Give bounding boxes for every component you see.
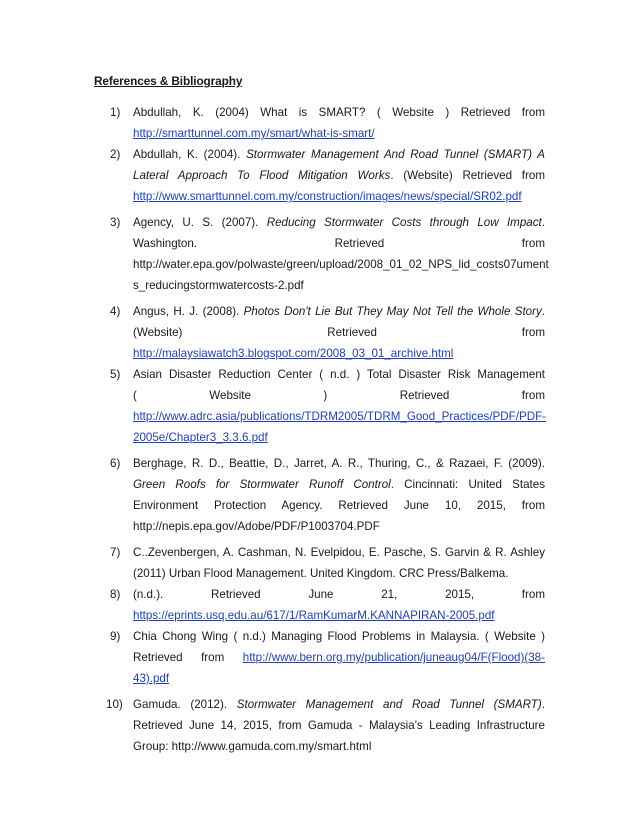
page-title: References & Bibliography xyxy=(94,74,243,88)
reference-9-line-2: Retrieved from http://www.bern.org.my/publication/juneaug04/F(Flood)(38- xyxy=(133,651,545,664)
reference-6-line-3: Environment Protection Agency. Retrieved June 10, 2015, from xyxy=(133,499,545,512)
reference-9-line-1: Chia Chong Wing ( n.d.) Managing Flood Problems in Malaysia. ( Website ) xyxy=(133,630,545,643)
reference-6-line-2: Green Roofs for Stormwater Runoff Control. Cincinnati: United States xyxy=(133,478,545,491)
reference-3-line-1: Agency, U. S. (2007). Reducing Stormwater Costs through Low Impact. xyxy=(133,216,545,229)
reference-5-link[interactable]: http://www.adrc.asia/publications/TDRM2005/TDRM_Good_Practices/PDF/PDF- xyxy=(133,410,547,423)
reference-2-link[interactable]: http://www.smarttunnel.com.my/construction/images/news/special/SR02.pdf xyxy=(133,190,522,203)
reference-10-line-1: Gamuda. (2012). Stormwater Management and Road Tunnel (SMART). xyxy=(133,698,545,711)
reference-7-line-1: C..Zevenbergen, A. Cashman, N. Evelpidou, E. Pasche, S. Garvin & R. Ashley xyxy=(133,546,545,559)
reference-5-line-2: ( Website ) Retrieved from xyxy=(133,389,545,402)
reference-1-line-1: Abdullah, K. (2004) What is SMART? ( Website ) Retrieved from xyxy=(133,106,545,119)
reference-8-link[interactable]: https://eprints.usq.edu.au/617/1/RamKumarM.KANNAPIRAN-2005.pdf xyxy=(133,609,495,622)
reference-number: 7) xyxy=(110,546,121,559)
reference-4-line-1: Angus, H. J. (2008). Photos Don't Lie But They May Not Tell the Whole Story. xyxy=(133,305,545,318)
reference-number: 6) xyxy=(110,457,121,470)
reference-2-line-2: Lateral Approach To Flood Mitigation Works. (Website) Retrieved from xyxy=(133,169,545,182)
reference-10-line-2: Retrieved June 14, 2015, from Gamuda - Malaysia's Leading Infrastructure xyxy=(133,719,545,732)
reference-5-line-1: Asian Disaster Reduction Center ( n.d. ) Total Disaster Risk Management xyxy=(133,368,545,381)
reference-4-link[interactable]: http://malaysiawatch3.blogspot.com/2008_03_01_archive.html xyxy=(133,347,454,360)
reference-9-link-cont[interactable]: 43).pdf xyxy=(133,672,170,685)
reference-7-line-2: (2011) Urban Flood Management. United Kingdom. CRC Press/Balkema. xyxy=(133,567,509,580)
reference-10-line-3: Group: http://www.gamuda.com.my/smart.html xyxy=(133,740,372,753)
reference-9-link[interactable]: http://www.bern.org.my/publication/juneaug04/F(Flood)(38- xyxy=(242,651,545,664)
reference-number: 8) xyxy=(110,588,121,601)
reference-number: 3) xyxy=(110,216,121,229)
reference-number: 9) xyxy=(110,630,121,643)
reference-number: 1) xyxy=(110,106,121,119)
reference-1-link[interactable]: http://smarttunnel.com.my/smart/what-is-smart/ xyxy=(133,127,375,140)
reference-6-url: http://nepis.epa.gov/Adobe/PDF/P1003704.PDF xyxy=(133,520,380,533)
reference-3-line-2: Washington. Retrieved from xyxy=(133,237,545,250)
reference-number: 5) xyxy=(110,368,121,381)
reference-number: 4) xyxy=(110,305,121,318)
reference-8-line-1: (n.d.). Retrieved June 21, 2015, from xyxy=(133,588,545,601)
reference-3-url: http://water.epa.gov/polwaste/green/upload/2008_01_02_NPS_lid_costs07ument xyxy=(133,258,549,271)
reference-number: 10) xyxy=(106,698,123,711)
reference-number: 2) xyxy=(110,148,121,161)
reference-5-link-cont[interactable]: 2005e/Chapter3_3.3.6.pdf xyxy=(133,431,268,444)
reference-3-url-cont: s_reducingstormwatercosts-2.pdf xyxy=(133,279,304,292)
reference-6-line-1: Berghage, R. D., Beattie, D., Jarret, A. R., Thuring, C., & Razaei, F. (2009). xyxy=(133,457,545,470)
reference-2-line-1: Abdullah, K. (2004). Stormwater Management And Road Tunnel (SMART) A xyxy=(133,148,545,161)
reference-4-line-2: (Website) Retrieved from xyxy=(133,326,545,339)
